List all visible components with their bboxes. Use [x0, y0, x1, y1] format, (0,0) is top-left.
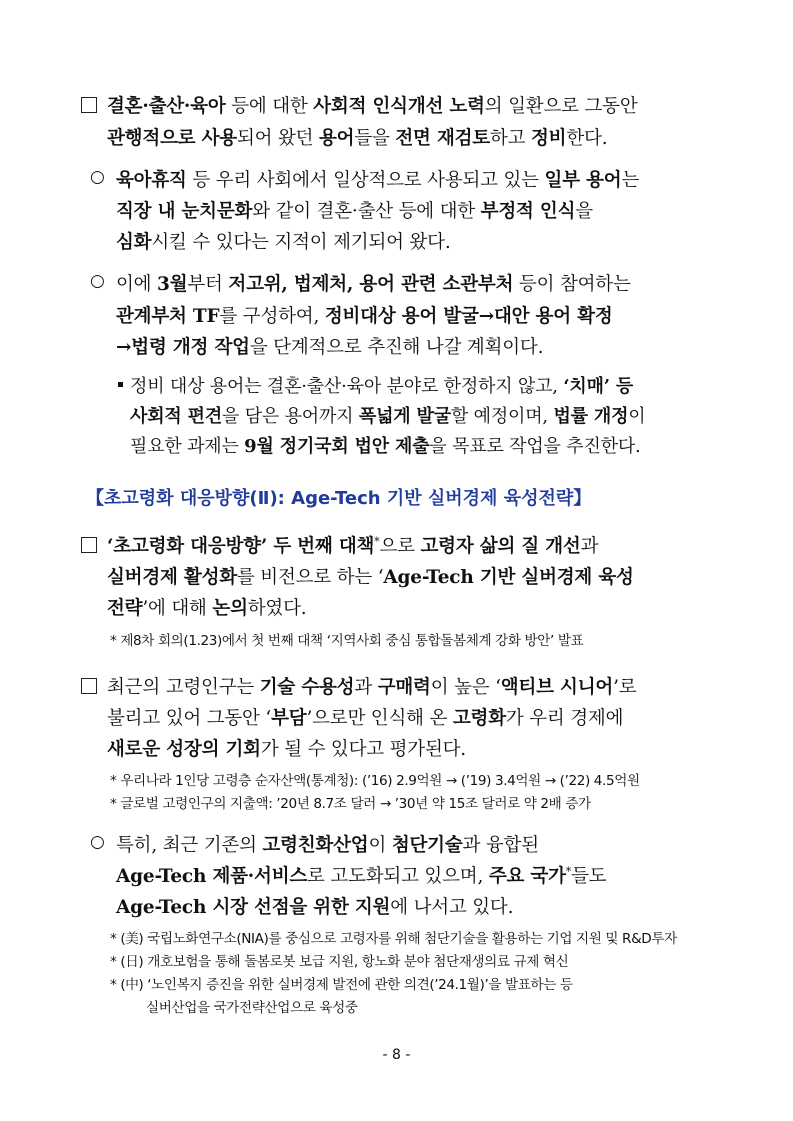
circle-bullet-icon: ○	[90, 167, 105, 187]
checkbox-square	[81, 97, 97, 113]
d1-line3: 필요한 과제는 9월 정기국회 법안 제출을 목표로 작업을 추진한다.	[130, 436, 641, 457]
page-number: - 8 -	[382, 1047, 411, 1063]
c1-line1: 육아휴직 등 우리 사회에서 일상적으로 사용되고 있는 일부 용어는	[116, 170, 640, 191]
c2-line1: 이에 3월부터 저고위, 법제처, 용어 관련 소관부처 등이 참여하는	[116, 274, 631, 295]
checkbox-square	[81, 537, 97, 553]
s3-line3: 새로운 성장의 기회가 될 수 있다고 평가된다.	[107, 739, 466, 760]
s2-line2: 실버경제 활성화를 비전으로 하는 ‘Age-Tech 기반 실버경제 육성	[107, 567, 634, 588]
footnote: * (中) ‘노인복지 증진을 위한 실버경제 발전에 관한 의견(’24.1월)’을 발표하는 등	[110, 977, 573, 993]
section-heading: 【초고령화 대응방향(Ⅱ): Age-Tech 기반 실버경제 육성전략】	[86, 488, 592, 509]
footnote: * (美) 국립노화연구소(NIA)를 중심으로 고령자를 위해 첨단기술을 활용하는 기업 지원 및 R&D투자	[110, 931, 677, 947]
s2-line3: 전략’에 대해 논의하였다.	[107, 598, 307, 619]
c3-line2: Age-Tech 제품·서비스로 고도화되고 있으며, 주요 국가*들도	[116, 864, 607, 887]
footnote: * (日) 개호보험을 통해 돌봄로봇 보급 지원, 항노화 분야 첨단재생의료 규제 혁신	[110, 954, 569, 970]
s3-line1: 최근의 고령인구는 기술 수용성과 구매력이 높은 ‘액티브 시니어’로	[107, 677, 637, 698]
s1-line2: 관행적으로 사용되어 왔던 용어들을 전면 재검토하고 정비한다.	[107, 128, 608, 149]
c3-line1: 특히, 최근 기존의 고령친화산업이 첨단기술과 융합된	[116, 835, 539, 856]
c1-line2: 직장 내 눈치문화와 같이 결혼·출산 등에 대한 부정적 인식을	[116, 201, 593, 222]
circle-bullet-icon: ○	[90, 271, 105, 291]
footnote: * 제8차 회의(1.23)에서 첫 번째 대책 ‘지역사회 중심 통합돌봄체계 강화 방안’ 발표	[110, 633, 584, 649]
footnote-continuation: 실버산업을 국가전략산업으로 육성중	[146, 1000, 358, 1016]
square-bullet-icon	[118, 382, 123, 387]
d1-line2: 사회적 편견을 담은 용어까지 폭넓게 발굴할 예정이며, 법률 개정이	[130, 406, 646, 427]
c2-line3: →법령 개정 작업을 단계적으로 추진해 나갈 계획이다.	[116, 337, 544, 358]
circle-bullet-icon: ○	[90, 832, 105, 852]
footnote: * 우리나라 1인당 고령층 순자산액(통계청): (’16) 2.9억원 → (’19) 3.4억원 → (’22) 4.5억원	[110, 773, 640, 789]
d1-line1: 정비 대상 용어는 결혼·출산·육아 분야로 한정하지 않고, ‘치매’ 등	[130, 376, 634, 397]
checkbox-square	[81, 678, 97, 694]
c1-line3: 심화시킬 수 있다는 지적이 제기되어 왔다.	[116, 232, 451, 253]
s3-line2: 불리고 있어 그동안 ‘부담’으로만 인식해 온 고령화가 우리 경제에	[107, 708, 624, 729]
c2-line2: 관계부처 TF를 구성하여, 정비대상 용어 발굴→대안 용어 확정	[116, 306, 613, 327]
s1-line1: 결혼·출산·육아 등에 대한 사회적 인식개선 노력의 일환으로 그동안	[107, 96, 638, 117]
c3-line3: Age-Tech 시장 선점을 위한 지원에 나서고 있다.	[116, 897, 514, 918]
footnote: * 글로벌 고령인구의 지출액: ’20년 8.7조 달러 → ’30년 약 15조 달러로 약 2배 증가	[110, 796, 591, 812]
s2-line1: ‘초고령화 대응방향’ 두 번째 대책*으로 고령자 삶의 질 개선과	[107, 534, 599, 557]
